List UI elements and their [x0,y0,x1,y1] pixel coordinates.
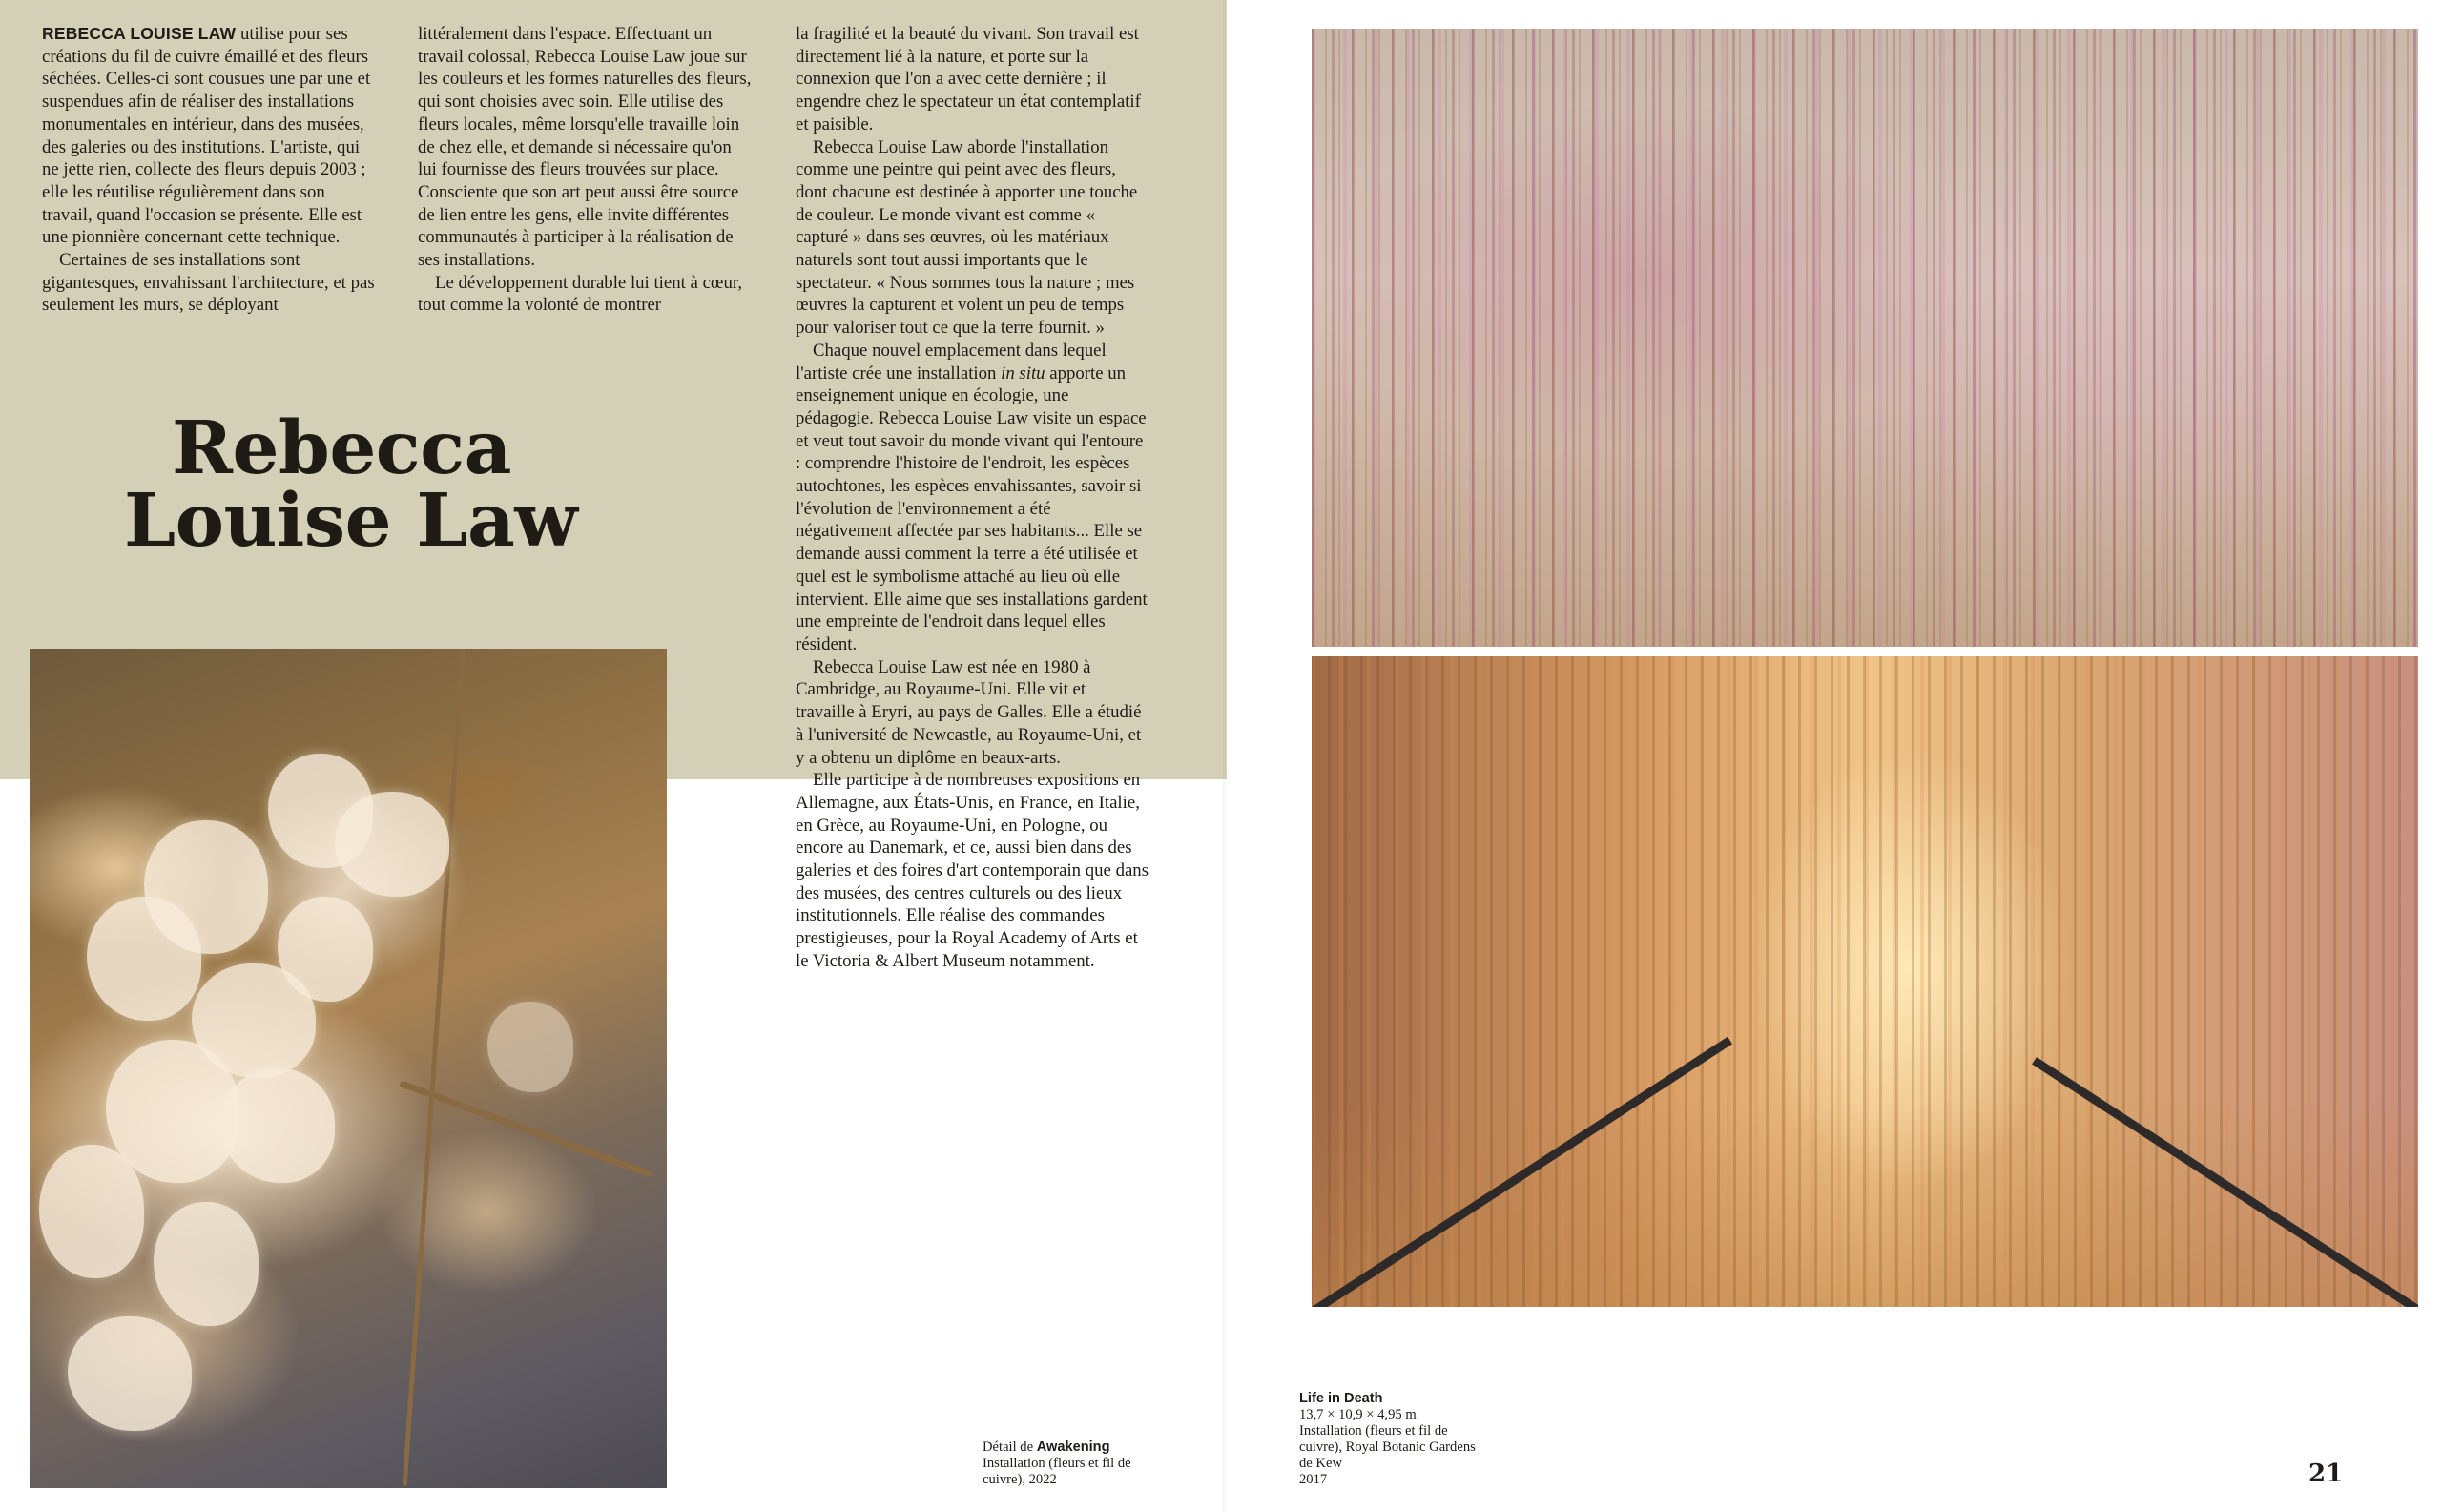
article-headline [124,405,578,564]
petal-shape [39,1145,144,1278]
petal-shape [154,1202,259,1326]
paragraph-text: Chaque nouvel emplacement dans lequel l'artiste crée une installation [796,340,1107,383]
petal-shape [220,1068,335,1183]
paragraph-intro [42,23,378,249]
petal-shape [487,1002,573,1092]
paragraph: littéralement dans l'espace. Effectuant un travail colossal, Rebecca Louise Law joue sur les couleurs et les formes naturelles des fleurs, qui sont choisies avec soin. Elle utilise des fleurs locales, même lorsqu'elle travaille loin de chez elle, et demande si nécessaire qu'on lui fournisse des fleurs trouvées sur place. Consciente que son art peut aussi être source de lien entre les gens, elle invite différentes communautés à participer à la réalisation de ses installations. [418,24,752,271]
paragraph: Rebecca Louise Law aborde l'installation comme une peintre qui peint avec des fleurs, dont chacune est destinée à apporter une touche de couleur. Le monde vivant est comme « capturé » dans ses œuvres, où les matériaux naturels sont tout aussi importants que le spectateur. « Nous sommes tous la nature ; mes œuvres la capturent et volent un peu de temps pour valoriser tout ce que la terre fournit. » [796,136,1138,339]
paragraph: Elle participe à de nombreuses expositions en Allemagne, aux États-Unis, en France, en Italie, en Grèce, au Royaume-Uni, en Pologne, ou encore au Danemark, et ce, aussi bien dans des galeries et des foires d'art contemporain que dans des musées, des centres culturels ou des lieux institutionnels. Elle réalise des commandes prestigieuses, pour la Royal Academy of Arts et le Victoria & Albert Museum notamment. [796,770,1149,971]
caption-details: Installation (fleurs et fil de cuivre), Royal Botanic Gardens de Kew [1299,1423,1476,1471]
text-column-2 [418,23,754,317]
caption-life-in-death [1299,1391,1490,1488]
paragraph [796,340,1149,656]
hanging-flowers-photo [1312,29,2418,647]
caption-title-line [983,1440,1154,1456]
paragraph: Certaines de ses installations sont gigantesques, envahissant l'architecture, et pas seulement les murs, se déployant [42,250,375,316]
branch-shape [399,1080,652,1177]
caption-title: Life in Death [1299,1391,1383,1406]
petal-shape [278,897,373,1002]
paragraph-intro-text: utilise pour ses créations du fil de cuivre émaillé et des fleurs séchées. Celles-ci sont cousues une par une et suspendues afin de réaliser des installations monumentales en intérieur, dans des musées, des galeries ou des institutions. L'artiste, qui ne jette rien, collecte des fleurs depuis 2003 ; elle les réutilise régulièrement dans son travail, quand l'occasion se présente. Elle est une pionnière concernant cette technique. [42,24,371,248]
caption-title: Awakening [1036,1440,1110,1455]
paragraph: Rebecca Louise Law est née en 1980 à Cambridge, au Royaume-Uni. Elle vit et travaille à Eryri, au pays de Galles. Elle a étudié à l'université de Newcastle, au Royaume-Uni, et y a obtenu un diplôme en beaux-arts. [796,656,1142,768]
caption-awakening [983,1440,1154,1488]
caption-details: Installation (fleurs et fil de cuivre), 2022 [983,1456,1131,1487]
petal-shape [335,792,449,897]
hydrangea-photo [30,649,667,1488]
caption-dimensions: 13,7 × 10,9 × 4,95 m [1299,1407,1417,1422]
headline-line-2: Louise Law [124,478,578,564]
paragraph-text: apporte un enseignement unique en écologie, une pédagogie. Rebecca Louise Law visite un espace et veut tout savoir du monde vivant qui l'entoure : comprendre l'histoire de l'endroit, les espèces autochtones, les espèces envahissantes, savoir si l'évolution de l'environnement a été négativement affectée par ses habitants... Elle se demande aussi comment la terre a été utilisée et quel est le symbolisme attaché au lieu où elle intervient. Elle aime que ses installations gardent une empreinte de l'endroit dans lequel elles résident. [796,362,1148,654]
paragraph: Le développement durable lui tient à cœur, tout comme la volonté de montrer [418,272,743,316]
text-column-3 [796,23,1149,973]
caption-prefix: Détail de [983,1440,1037,1455]
stem-shape [403,649,466,1486]
paragraph: la fragilité et la beauté du vivant. Son travail est directement lié à la nature, et porte sur la connexion que l'on a avec cette dernière ; il engendre chez le spectateur un état contemplatif et paisible. [796,24,1141,135]
page-gutter [1223,0,1227,1512]
floor-line-shape [2032,1057,2418,1307]
lead-in-name: REBECCA LOUISE LAW [42,24,237,43]
headline-line-1: Rebecca [172,405,511,491]
petal-shape [87,897,201,1021]
page-number: 21 [2308,1460,2344,1488]
caption-year: 2017 [1299,1472,1328,1487]
petal-shape [68,1316,192,1431]
text-column-1 [42,23,378,317]
floor-line-shape [1312,1037,1732,1307]
flower-corridor-photo [1312,656,2418,1307]
italic-term: in situ [1001,362,1045,383]
